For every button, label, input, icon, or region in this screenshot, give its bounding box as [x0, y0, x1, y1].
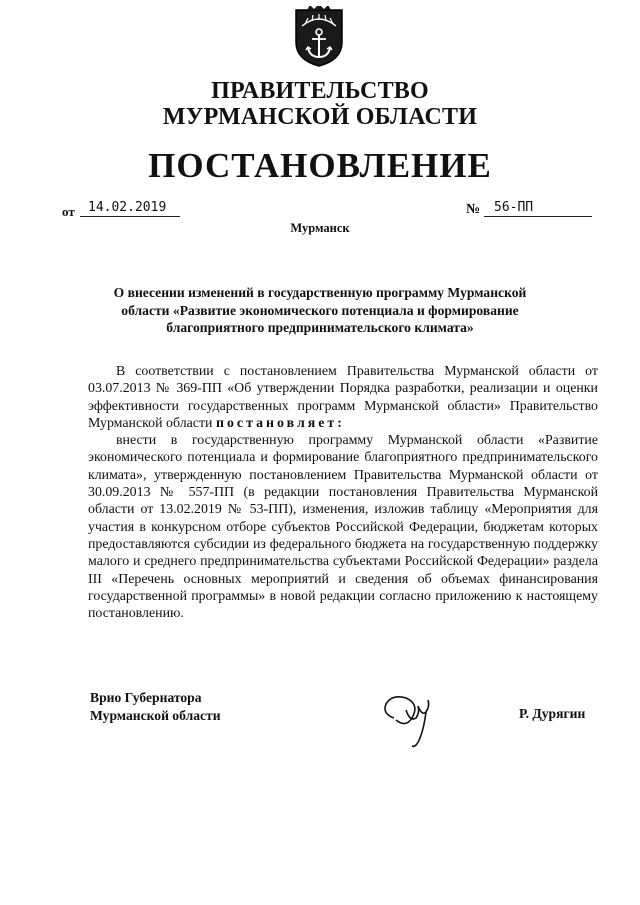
body-paragraph-2: внести в государственную программу Мурманской области «Развитие экономического потенциала и формирование благоприятного предпринимательского климата», утвержденную постановлением Правительства Мурманской области от 30.09.2013 № 557-ПП (в редакции постановления Правительства Мурманской области от 13.02.2019 № 53-ПП), изменения, изложив таблицу «Мероприятия для участия в конкурсном отборе субъектов Российской Федерации, бюджетам которых предоставляются субсидии из федерального бюджета на государственную поддержку малого и среднего предпринимательства субъектами Российской Федерации» раздела III «Перечень основных мероприятий и сведения об объемах финансирования государственной программы» в новой редакции согласно приложению к настоящему постановлению. [88, 433, 598, 622]
emblem-icon [292, 6, 346, 68]
signatory-position [90, 689, 221, 725]
document-subject: О внесении изменений в государственную программу Мурманской области «Развитие экономического потенциала и формирование благоприятного предпринимательского климата» [113, 285, 527, 335]
document-date: 14.02.2019 [80, 199, 180, 217]
date-prefix: от [62, 204, 75, 219]
decree-word: постановляет: [215, 415, 345, 431]
document-number: 56-ПП [484, 199, 592, 217]
city-name: Мурманск [290, 221, 350, 235]
government-title-line1: ПРАВИТЕЛЬСТВО [211, 78, 429, 104]
body-paragraph-1 [88, 363, 598, 432]
document-body [88, 363, 598, 622]
signatory-position-line1: Врио Губернатора [90, 690, 202, 705]
signatory-name: Р. Дурягин [519, 706, 586, 721]
signature-icon [380, 688, 442, 750]
body-paragraph-1-text: В соответствии с постановлением Правительства Мурманской области от 03.07.2013 № 369-ПП «Об утверждении Порядка разработки, реализации и оценки эффективности государственных программ Мурманской области» Правительство Мурманской области [88, 364, 598, 431]
government-title-line2: МУРМАНСКОЙ ОБЛАСТИ [162, 104, 478, 130]
signatory-position-line2: Мурманской области [90, 708, 221, 723]
number-prefix: № [466, 202, 481, 217]
document-type-title: ПОСТАНОВЛЕНИЕ [148, 146, 492, 185]
